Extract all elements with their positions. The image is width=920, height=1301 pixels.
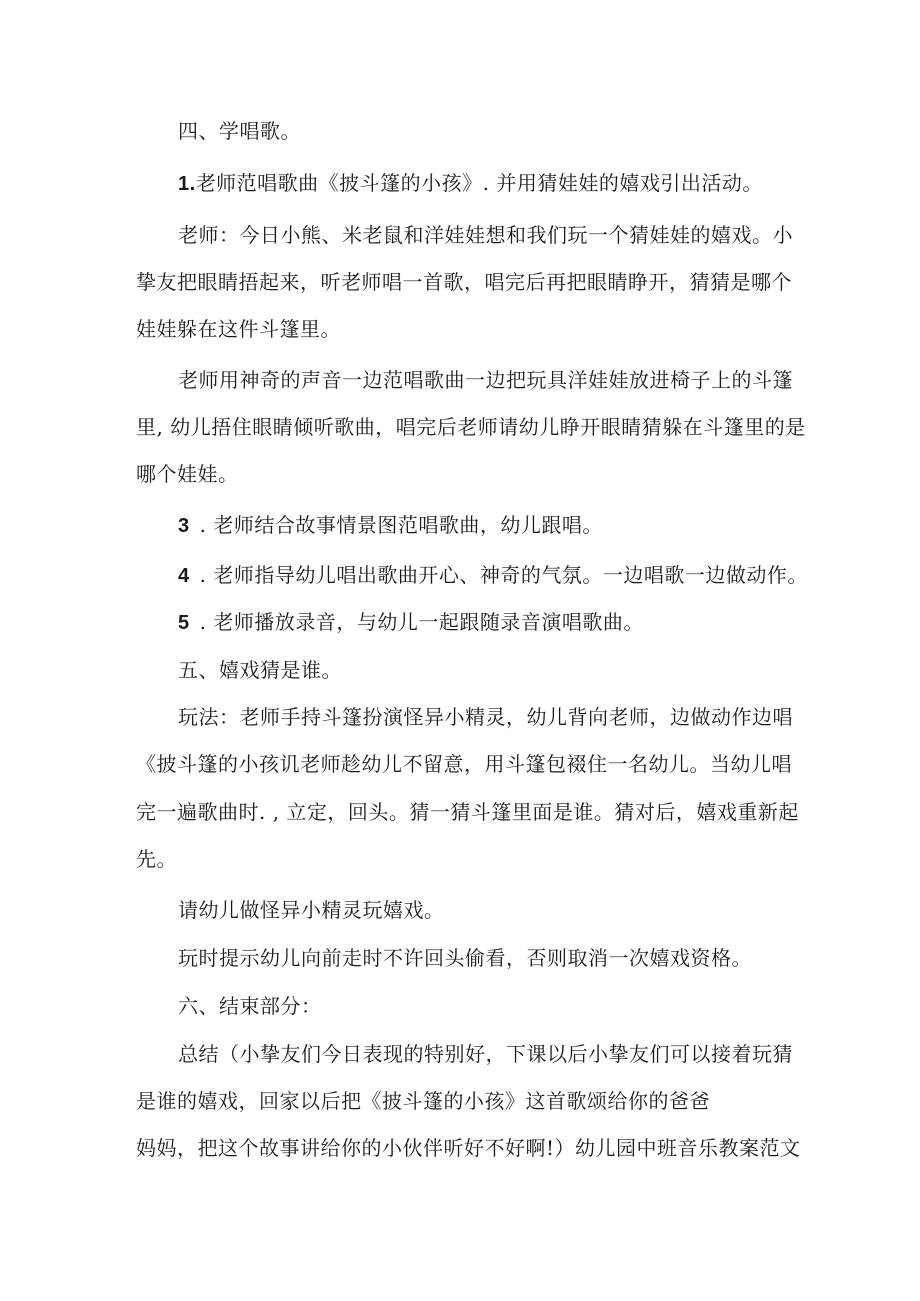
summary-line-2: 是谁的嬉戏，回家以后把《披斗篷的小孩》这首歌颂给你的爸爸 [136,1089,710,1113]
gameplay-line-2: 《披斗篷的小孩讥老师趁幼儿不留意，用斗篷包裰住一名幼儿。当幼儿唱 [136,752,792,776]
step-4-text: . 老师指导幼儿唱出歌曲开心、神奇的气氛。一边唱歌一边做动作。 [199,563,808,587]
step-1-text: 老师范唱歌曲《披斗篷的小孩》. 并用猜娃娃的嬉戏引出活动。 [195,171,763,195]
teacher-speech-line-3: 娃娃躲在这件斗篷里。 [136,317,341,341]
step-3-number: 3 [178,515,190,537]
gameplay-line-4: 先。 [136,847,177,871]
teacher-action-line-2: 里, 幼儿捂住眼睛倾听歌曲，唱完后老师请幼儿睁开眼睛猜躲在斗篷里的是 [136,415,806,439]
teacher-action-line-1: 老师用神奇的声音一边范唱歌曲一边把玩具洋娃娃放进椅子上的斗篷 [178,368,793,392]
summary-line-1: 总结（小挚友们今日表现的特别好，下课以后小挚友们可以接着玩猜 [178,1042,793,1066]
step-4 [178,561,808,590]
teacher-speech-line-2: 挚友把眼睛捂起来，听老师唱一首歌，唱完后再把眼睛睁开，猜猜是哪个 [136,270,792,294]
step-1-number: 1. [178,173,196,195]
gameplay-line-3: 完一遍歌曲时. , 立定，回头。猜一猜斗篷里面是谁。猜对后，嬉戏重新起 [136,800,799,824]
section-heading-6: 六、结束部分： [178,994,322,1018]
step-5-number: 5 [178,612,190,634]
teacher-speech-line-1: 老师：今日小熊、米老鼠和洋娃娃想和我们玩一个猜娃娃的嬉戏。小 [178,223,793,247]
reminder-line: 玩时提示幼儿向前走时不许回头偷看，否则取消一次嬉戏资格。 [178,946,752,970]
step-4-number: 4 [178,565,190,587]
step-1 [178,169,763,198]
invite-line: 请幼儿做怪异小精灵玩嬉戏。 [178,898,445,922]
section-heading-4: 四、学唱歌。 [178,119,301,143]
summary-line-3: 妈妈，把这个故事讲给你的小伙伴听好不好啊!）幼儿园中班音乐教案范文 [136,1136,801,1160]
section-heading-5: 五、嬉戏猜是谁。 [178,658,342,682]
step-5-text: . 老师播放录音，与幼儿一起跟随录音演唱歌曲。 [199,610,644,634]
teacher-action-line-3: 哪个娃娃。 [136,462,239,486]
gameplay-line-1: 玩法：老师手持斗篷扮演怪异小精灵，幼儿背向老师，边做动作边唱 [178,705,793,729]
step-3 [178,511,603,540]
step-3-text: . 老师结合故事情景图范唱歌曲，幼儿跟唱。 [199,513,603,537]
step-5 [178,608,644,637]
